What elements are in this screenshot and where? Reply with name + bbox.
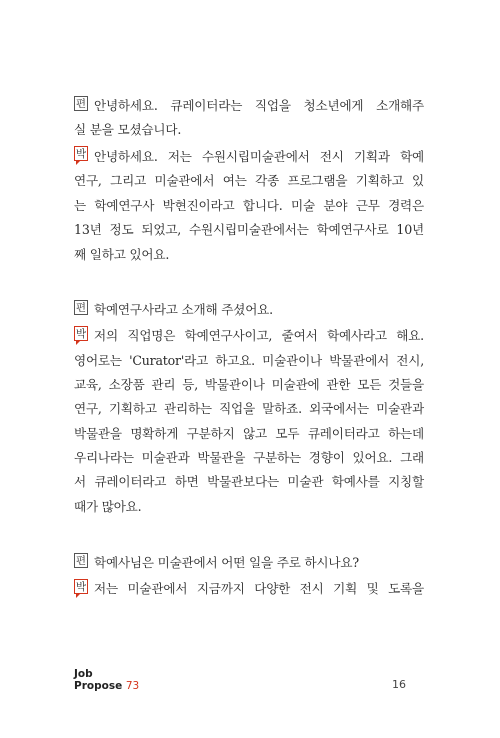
text-line: 실 분을 모셨습니다.: [74, 122, 182, 137]
editor-speaker-tag: 편: [75, 302, 87, 314]
editor-speaker-tag: 편: [75, 98, 87, 110]
series-number: 73: [125, 680, 140, 692]
text-line: 는 학예연구사 박현진이라고 합니다. 미술 분야 근무 경력은: [74, 198, 424, 213]
text-line: 안녕하세요. 큐레이터라는 직업을 청소년에게 소개해주: [94, 98, 424, 113]
text-line: 안녕하세요. 저는 수원시립미술관에서 전시 기획과 학예: [94, 149, 424, 164]
text-line: 저는 미술관에서 지금까지 다양한 전시 기획 및 도록을: [94, 581, 424, 596]
text-line: 우리나라는 미술관과 박물관을 구분하는 경향이 있어요. 그래: [74, 450, 424, 465]
park-speaker-tag: 박: [75, 581, 87, 593]
text-line: 교육, 소장품 관리 등, 박물관이나 미술관에 관한 모든 것들을: [74, 377, 424, 392]
text-line: 연구, 그리고 미술관에서 여는 각종 프로그램을 기획하고 있: [74, 173, 424, 188]
park-speaker-tag: 박: [75, 148, 87, 160]
park-speaker-tag: 박: [75, 328, 87, 340]
text-line: 서 큐레이터라고 하면 박물관보다는 미술관 학예사를 지칭할: [74, 474, 424, 489]
text-line: 13년 정도 되었고, 수원시립미술관에서는 학예연구사로 10년: [74, 222, 424, 237]
series-label: [74, 668, 139, 692]
text-line: 학예연구사라고 소개해 주셨어요.: [94, 302, 273, 317]
page-number: 16: [392, 678, 406, 691]
text-line: 째 일하고 있어요.: [74, 247, 170, 262]
editor-speaker-tag: 편: [75, 555, 87, 567]
text-line: 연구, 기획하고 관리하는 직업을 말하죠. 외국에서는 미술관과: [74, 401, 424, 416]
text-line: 영어로는 'Curator'라고 하고요. 미술관이나 박물관에서 전시,: [74, 353, 424, 368]
text-line: 저의 직업명은 학예연구사이고, 줄여서 학예사라고 해요.: [94, 328, 424, 343]
series-title-line2: Propose: [74, 680, 123, 692]
text-line: 때가 많아요.: [74, 499, 142, 514]
text-line: 박물관을 명확하게 구분하지 않고 모두 큐레이터라고 하는데: [74, 426, 424, 441]
text-line: 학예사님은 미술관에서 어떤 일을 주로 하시나요?: [94, 555, 359, 570]
series-title-line1: Job: [74, 668, 93, 680]
